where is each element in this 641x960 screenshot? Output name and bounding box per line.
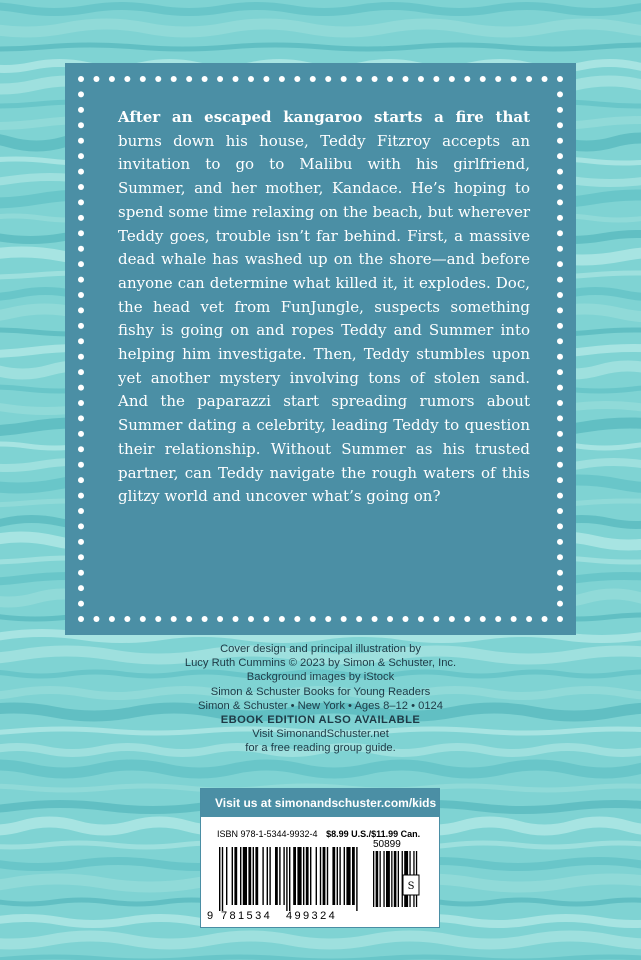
credit-line: Background images by iStock	[246, 671, 395, 684]
blurb-panel	[65, 63, 576, 635]
credit-line: for a free reading group guide.	[245, 742, 396, 755]
ebook-notice: EBOOK EDITION ALSO AVAILABLE	[220, 714, 421, 727]
addon-digits: 50899	[373, 839, 401, 850]
barcode-box	[200, 788, 440, 928]
credit-line: Lucy Ruth Cummins © 2023 by Simon & Schuster, Inc.	[184, 657, 457, 670]
barcode-digits-right: 499324	[286, 910, 338, 922]
barcode-digits-left: 781534	[221, 910, 273, 922]
publisher-sower-icon	[402, 874, 420, 896]
blurb-body: burns down his house, Teddy Fitzroy accepts an invitation to go to Malibu with his girlfriend, Summer, and her mother, Kandace. He’s hoping to spend some time relaxing on the beach, but wherever Teddy goes, trouble isn’t far behind. First, a massive dead whale has washed up on the shore—and before anyone can determine what killed it, it explodes. Doc, the head vet from FunJungle, suspects something fishy is going on and ropes Teddy and Summer into helping him investigate. Then, Teddy stumbles upon yet another mystery involving tons of stolen sand. And the paparazzi start spreading rumors about Summer dating a celebrity, leading Teddy to question their relationship. Without Summer as his trusted partner, can Teddy navigate the rough waters of this glitzy world and uncover what’s going on?	[118, 131, 530, 506]
website-banner: Visit us at simonandschuster.com/kids	[201, 789, 439, 817]
isbn-number: ISBN 978-1-5344-9932-4	[217, 829, 318, 839]
blurb-text	[118, 106, 530, 509]
credit-line: Simon & Schuster Books for Young Readers	[210, 685, 431, 698]
credits-block	[100, 642, 541, 756]
price: $8.99 U.S./$11.99 Can.	[326, 829, 421, 839]
credit-line: Cover design and principal illustration by	[220, 643, 421, 655]
blurb-lead: After an escaped kangaroo starts a fire that	[118, 108, 530, 126]
publisher-badge-letter: S	[407, 881, 415, 892]
barcode-lead-digit: 9	[207, 910, 214, 922]
credit-line: Visit SimonandSchuster.net	[252, 728, 389, 741]
barcode-image	[201, 789, 439, 927]
credit-line: Simon & Schuster • New York • Ages 8–12 • 0124	[198, 699, 443, 712]
